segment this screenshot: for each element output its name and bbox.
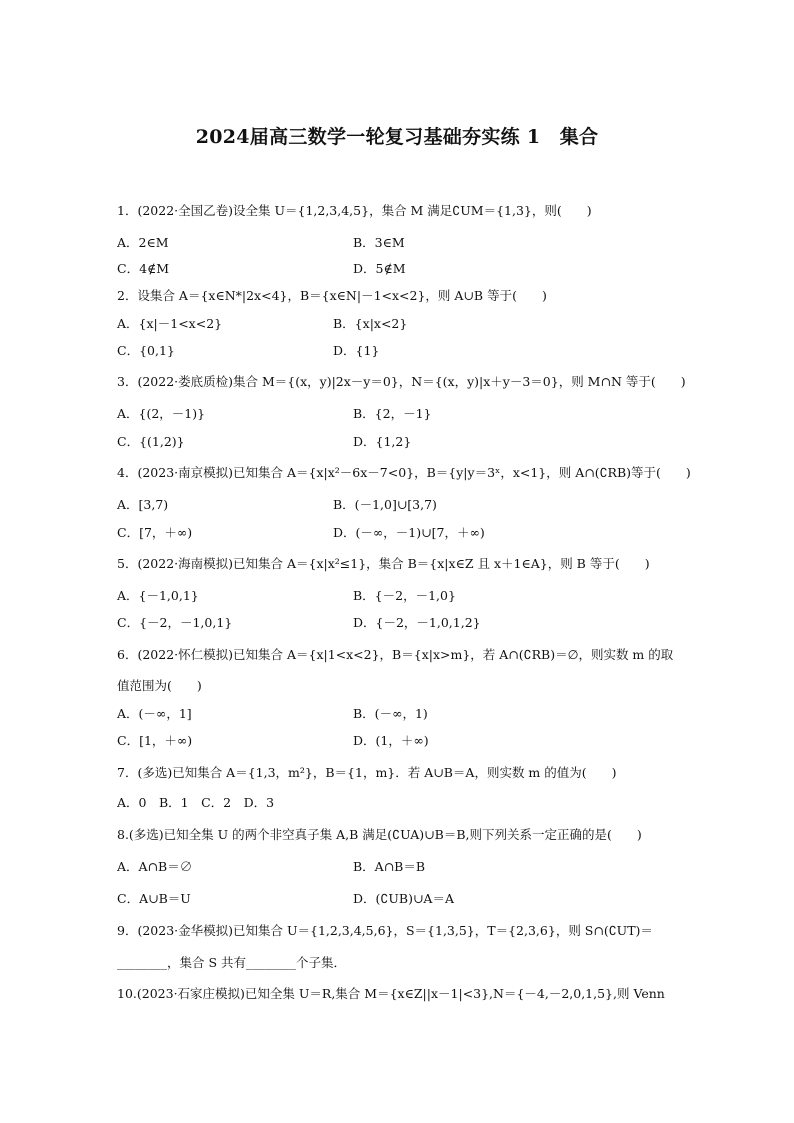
page-title: 2024届高三数学一轮复习基础夯实练 1 集合 bbox=[195, 126, 599, 148]
question-6-option-a: A．(－∞，1] bbox=[117, 706, 192, 721]
question-3-option-c: C．{(1,2)} bbox=[117, 434, 185, 449]
question-5-option-a: A．{－1,0,1} bbox=[117, 588, 199, 603]
question-1-option-c: C．4∉M bbox=[117, 261, 170, 276]
question-8-option-d: D．(∁UB)∪A＝A bbox=[353, 891, 454, 906]
question-9-stem: 9．(2023·金华模拟)已知集合 U＝{1,2,3,4,5,6}，S＝{1,3,5}，T＝{2,3,6}，则 S∩(∁UT)＝ bbox=[117, 923, 653, 938]
question-6-stem-continued: 值范围为( ) bbox=[117, 678, 202, 693]
question-4-stem: 4．(2023·南京模拟)已知集合 A＝{x|x²－6x－7<0}，B＝{y|y＝3ˣ，x<1}，则 A∩(∁RB)等于( ) bbox=[117, 465, 691, 480]
question-1-option-b: B．3∈M bbox=[353, 235, 405, 250]
question-4-option-c: C．[7，＋∞) bbox=[117, 525, 193, 540]
question-4-option-d: D．(－∞，－1)∪[7，＋∞) bbox=[333, 525, 485, 540]
question-1-option-a: A．2∈M bbox=[117, 235, 169, 250]
question-5-option-b: B．{－2，－1,0} bbox=[353, 588, 456, 603]
question-2-option-d: D．{1} bbox=[333, 343, 380, 358]
question-8-option-c: C．A∪B＝U bbox=[117, 891, 191, 906]
question-4-option-b: B．(－1,0]∪[3,7) bbox=[333, 497, 437, 512]
question-8-stem: 8.(多选)已知全集 U 的两个非空真子集 A,B 满足(∁UA)∪B＝B,则下列关系一定正确的是( ) bbox=[117, 827, 642, 842]
question-2-option-a: A．{x|－1<x<2} bbox=[117, 316, 223, 331]
question-7-options: A．0 B．1 C．2 D．3 bbox=[117, 795, 275, 810]
question-2-option-b: B．{x|x<2} bbox=[333, 316, 408, 331]
question-2-stem: 2．设集合 A＝{x∈N*|2x<4}，B＝{x∈N|－1<x<2}，则 A∪B 等于( ) bbox=[117, 288, 547, 303]
question-5-option-c: C．{－2，－1,0,1} bbox=[117, 615, 233, 630]
question-5-option-d: D．{－2，－1,0,1,2} bbox=[353, 615, 481, 630]
question-5-stem: 5．(2022·海南模拟)已知集合 A＝{x|x²≤1}，集合 B＝{x|x∈Z 且 x＋1∈A}，则 B 等于( ) bbox=[117, 556, 650, 571]
question-6-stem: 6．(2022·怀仁模拟)已知集合 A＝{x|1<x<2}，B＝{x|x>m}，若 A∩(∁RB)＝∅，则实数 m 的取 bbox=[117, 647, 674, 662]
question-7-stem: 7．(多选)已知集合 A＝{1,3，m²}，B＝{1，m}．若 A∪B＝A，则实数 m 的值为( ) bbox=[117, 765, 617, 780]
question-3-option-d: D．{1,2} bbox=[353, 434, 412, 449]
question-10-stem: 10.(2023·石家庄模拟)已知全集 U＝R,集合 M＝{x∈Z||x－1|<3},N＝{－4,－2,0,1,5},则 Venn bbox=[117, 986, 665, 1001]
question-8-option-b: B．A∩B＝B bbox=[353, 859, 426, 874]
question-6-option-c: C．[1，＋∞) bbox=[117, 733, 193, 748]
question-6-option-b: B．(－∞，1) bbox=[353, 706, 428, 721]
question-8-option-a: A．A∩B＝∅ bbox=[117, 859, 193, 874]
question-3-option-a: A．{(2，－1)} bbox=[117, 406, 206, 421]
question-3-stem: 3．(2022·娄底质检)集合 M＝{(x，y)|2x－y＝0}，N＝{(x，y)|x＋y－3＝0}，则 M∩N 等于( ) bbox=[117, 374, 686, 389]
question-1-option-d: D．5∉M bbox=[353, 261, 406, 276]
question-4-option-a: A．[3,7) bbox=[117, 497, 169, 512]
question-1-stem: 1．(2022·全国乙卷)设全集 U＝{1,2,3,4,5}，集合 M 满足∁UM＝{1,3}，则( ) bbox=[117, 203, 592, 218]
question-6-option-d: D．(1，＋∞) bbox=[353, 733, 429, 748]
question-3-option-b: B．{2，－1} bbox=[353, 406, 432, 421]
question-9-stem-continued: ________，集合 S 共有________个子集． bbox=[117, 955, 347, 970]
question-2-option-c: C．{0,1} bbox=[117, 343, 175, 358]
